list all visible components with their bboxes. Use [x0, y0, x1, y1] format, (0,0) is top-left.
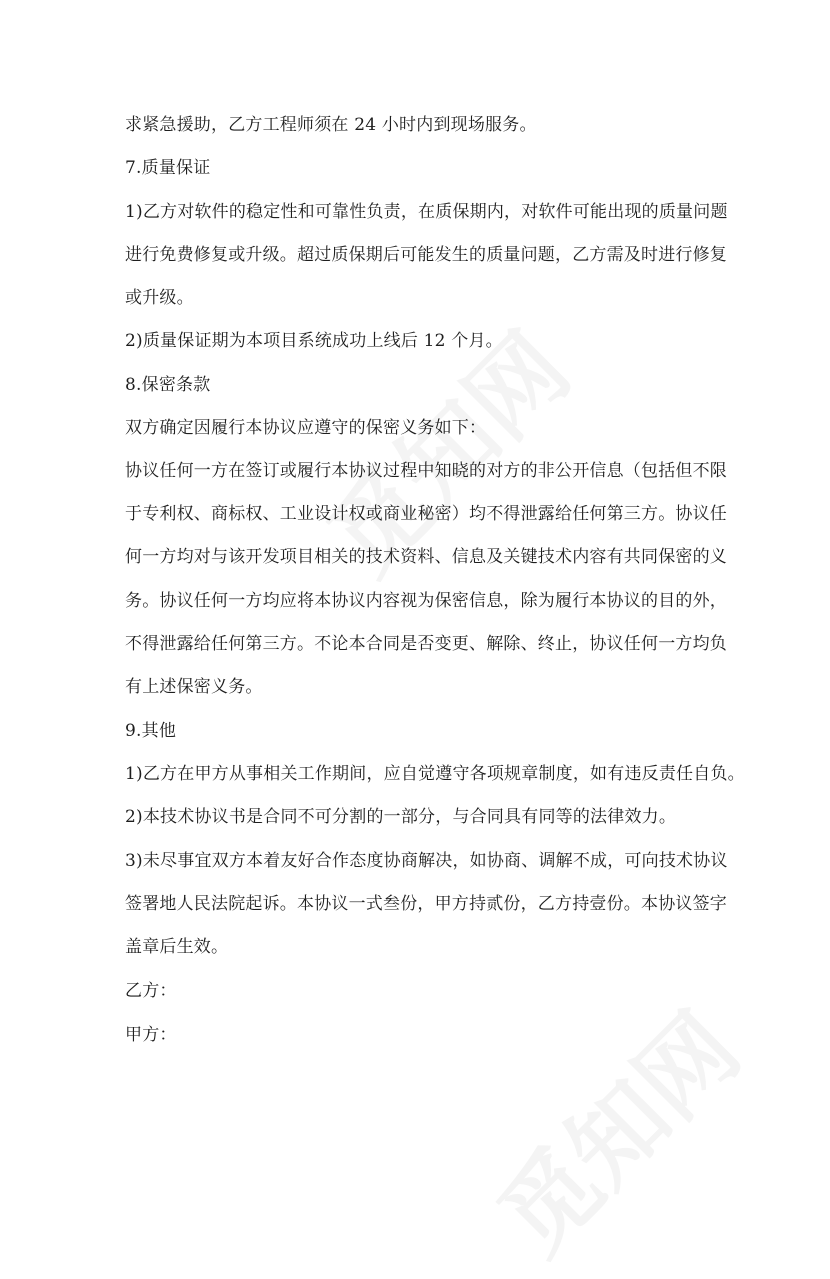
paragraph-line: 2)质量保证期为本项目系统成功上线后 12 个月。: [125, 331, 503, 351]
paragraph-line: 进行免费修复或升级。超过质保期后可能发生的质量问题，乙方需及时进行修复: [125, 245, 727, 265]
section-heading-confidentiality: 8.保密条款: [125, 375, 211, 395]
paragraph-line: 不得泄露给任何第三方。不论本合同是否变更、解除、终止，协议任何一方均负: [125, 634, 727, 654]
paragraph-line: 3)未尽事宜双方本着友好合作态度协商解决，如协商、调解不成，可向技术协议: [125, 851, 728, 871]
paragraph-line: 1)乙方在甲方从事相关工作期间，应自觉遵守各项规章制度，如有违反责任自负。: [125, 764, 745, 784]
section-heading-other: 9.其他: [125, 721, 177, 741]
paragraph-line: 2)本技术协议书是合同不可分割的一部分，与合同具有同等的法律效力。: [125, 807, 677, 827]
paragraph-line: 签署地人民法院起诉。本协议一式叁份，甲方持贰份，乙方持壹份。本协议签字: [125, 894, 727, 914]
paragraph-line: 于专利权、商标权、工业设计权或商业秘密）均不得泄露给任何第三方。协议任: [125, 504, 727, 524]
paragraph-line: 协议任何一方在签订或履行本协议过程中知晓的对方的非公开信息（包括但不限: [125, 461, 727, 481]
paragraph-line: 何一方均对与该开发项目相关的技术资料、信息及关键技术内容有共同保密的义: [125, 547, 727, 567]
signature-party-b: 乙方：: [125, 981, 177, 1001]
paragraph-line: 务。协议任何一方均应将本协议内容视为保密信息，除为履行本协议的目的外，: [125, 591, 727, 611]
paragraph-line: 求紧急援助，乙方工程师须在 24 小时内到现场服务。: [125, 115, 537, 135]
paragraph-line: 或升级。: [125, 288, 194, 308]
paragraph-line: 1)乙方对软件的稳定性和可靠性负责，在质保期内，对软件可能出现的质量问题: [125, 202, 728, 222]
section-heading-quality: 7.质量保证: [125, 158, 211, 178]
paragraph-line: 盖章后生效。: [125, 937, 229, 957]
signature-party-a: 甲方：: [125, 1025, 177, 1045]
paragraph-line: 双方确定因履行本协议应遵守的保密义务如下：: [125, 418, 487, 438]
watermark: [464, 978, 765, 1279]
paragraph-line: 有上述保密义务。: [125, 677, 263, 697]
